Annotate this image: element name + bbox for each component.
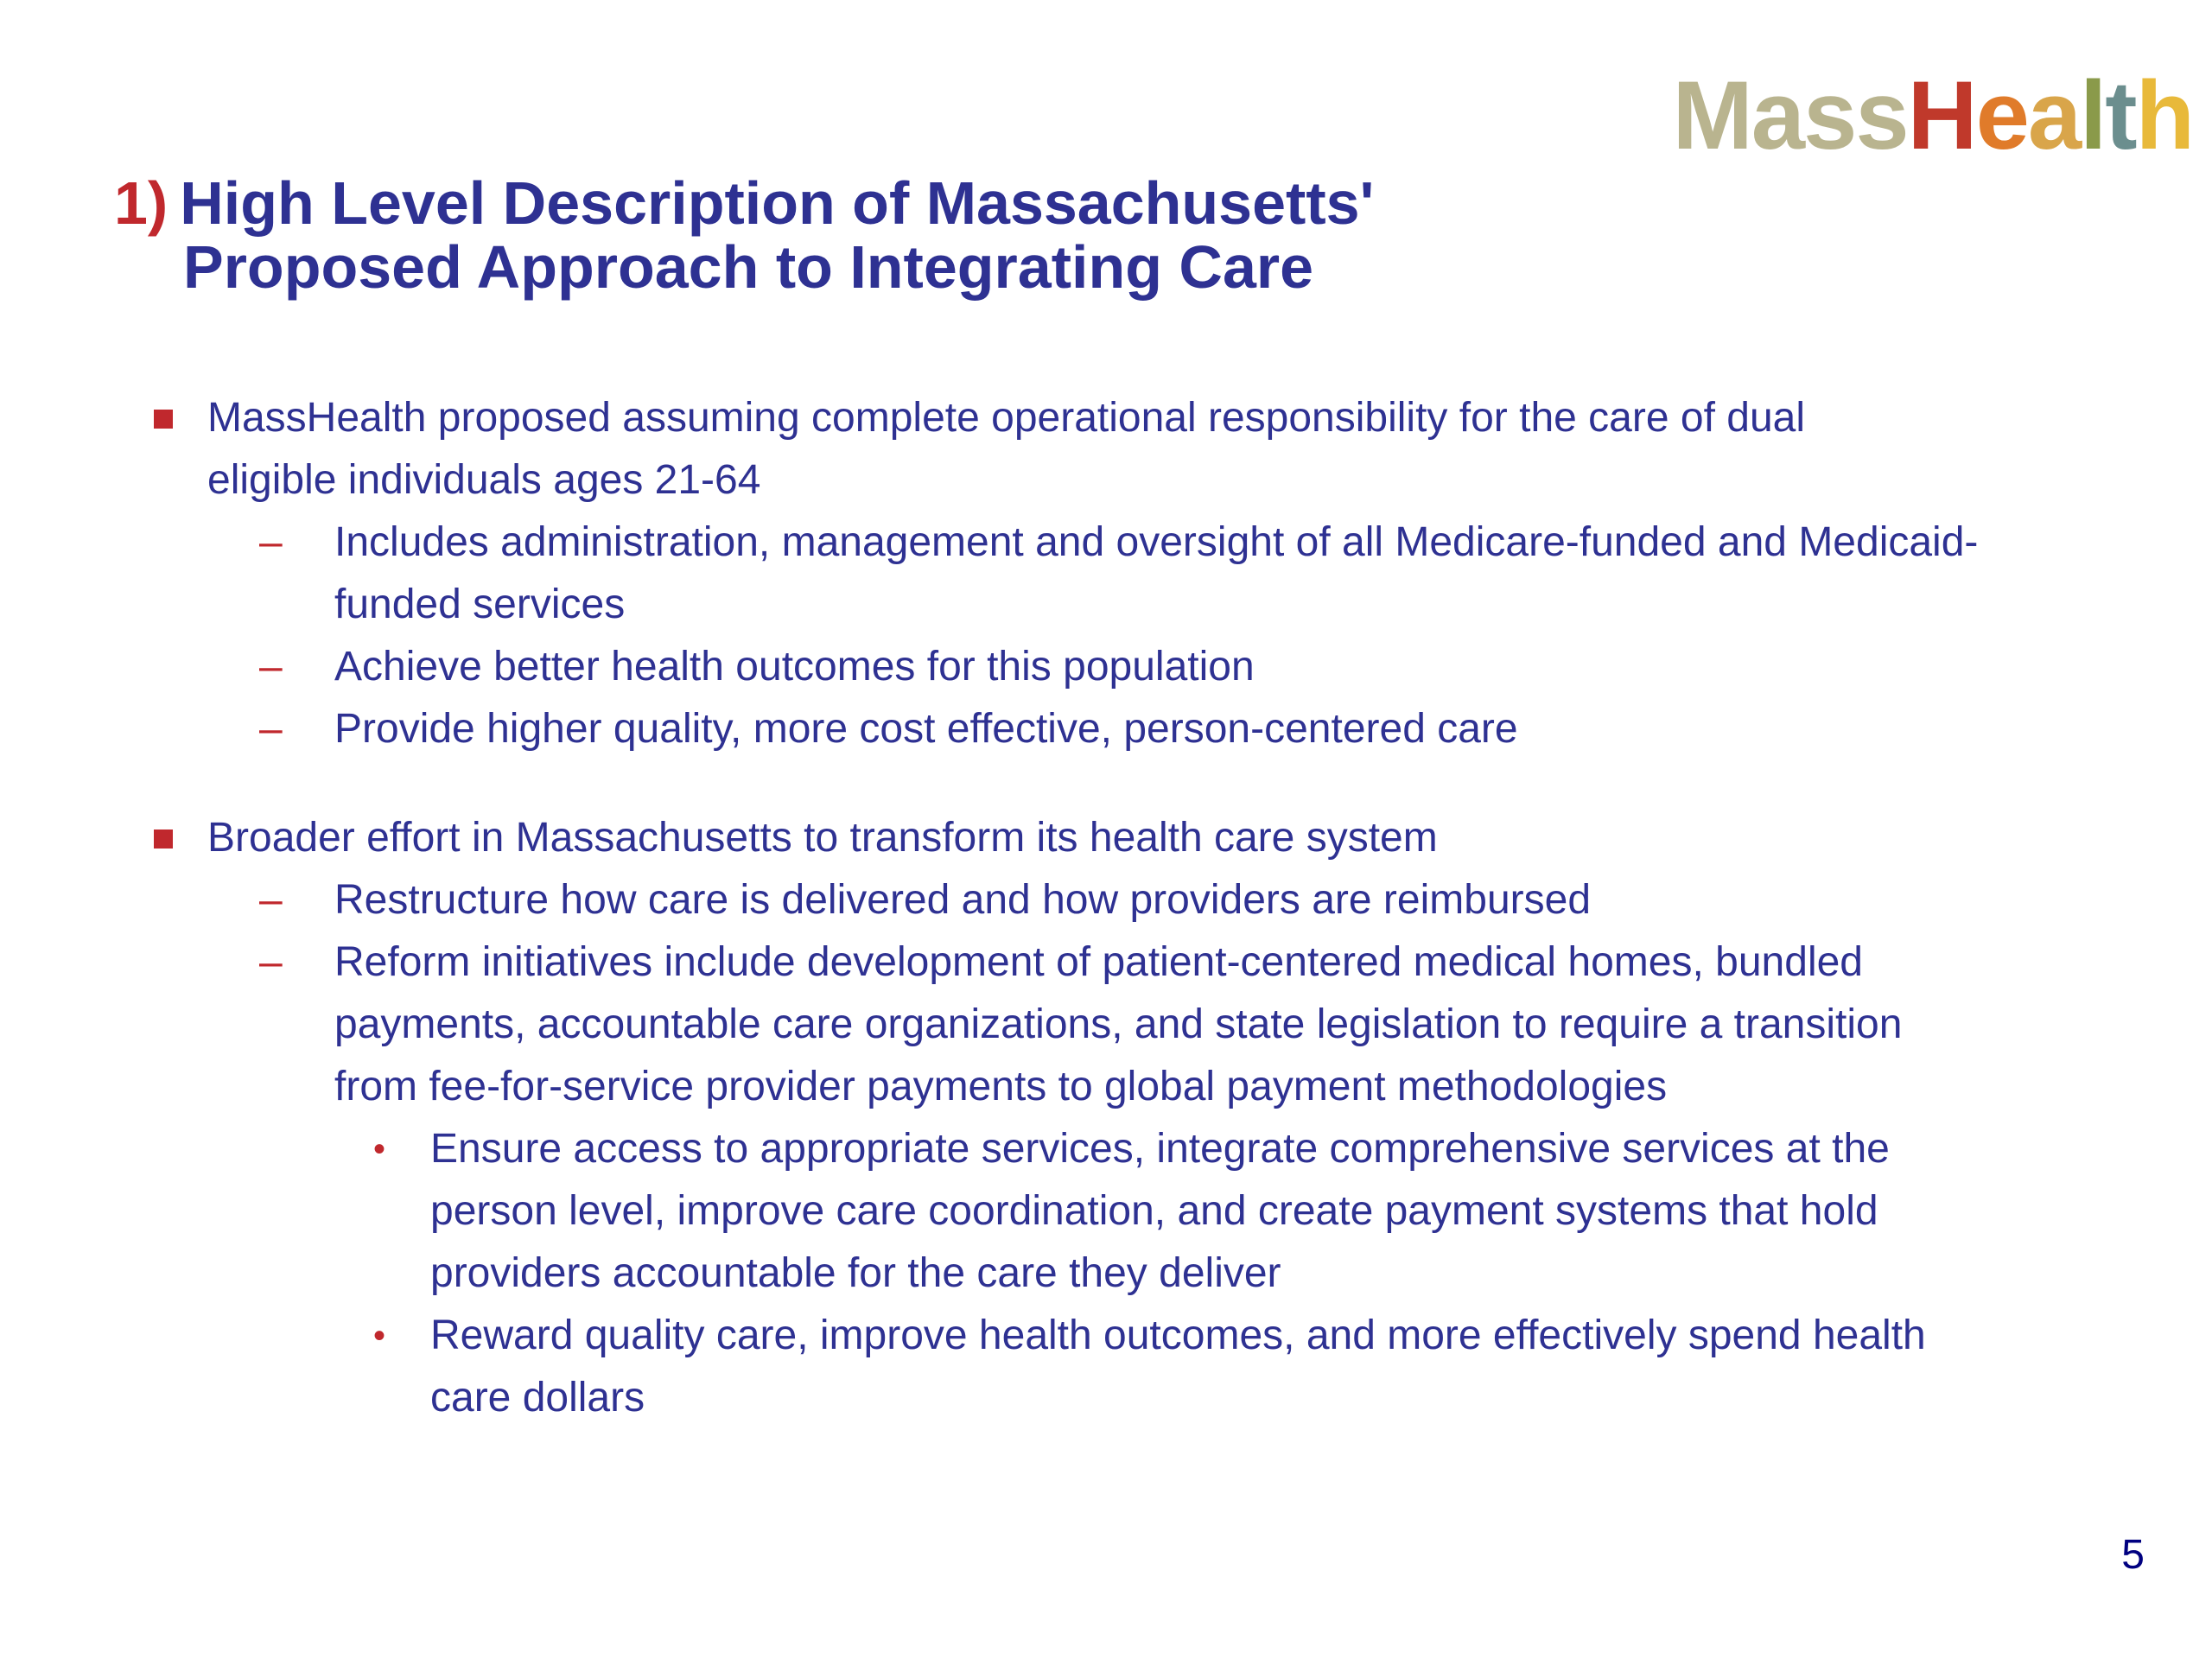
logo-letter: s [1803, 61, 1856, 169]
bullet-text: MassHealth proposed assuming complete operational responsibility for the care of dual eligible individuals ages 21-64 [207, 395, 1806, 503]
logo-letter: a [2027, 61, 2081, 169]
logo-letter: e [1975, 61, 2028, 169]
title-line-1: High Level Description of Massachusetts' [180, 169, 1375, 237]
dash-bullet-icon: – [259, 644, 283, 690]
square-bullet-icon [154, 830, 173, 849]
sub-bullet-text: Reform initiatives include development of patient-centered medical homes, bundled payments, accountable care organizations, and state legislation to require a transition from fee-for-service provider payments to global payment methodologies [334, 939, 1903, 1109]
title-number: 1) [114, 169, 168, 237]
spacer [0, 760, 2212, 807]
sub-bullet-1-1 [0, 512, 1993, 636]
dot-bullet-icon: • [373, 1130, 386, 1168]
logo-letter: a [1751, 61, 1804, 169]
bullet-2 [0, 807, 1849, 869]
logo-letter: h [2135, 61, 2193, 169]
sub-sub-bullet-text: Ensure access to appropriate services, integrate comprehensive services at the person level, improve care coordination, and create payment systems that hold providers accountable for the care they deliver [430, 1126, 1890, 1296]
square-bullet-icon [154, 410, 173, 429]
sub-bullet-text: Includes administration, management and oversight of all Medicare-funded and Medicaid-funded services [334, 519, 1979, 627]
logo-letter: s [1855, 61, 1908, 169]
bullet-1 [0, 387, 1849, 512]
logo-letter: l [2080, 61, 2106, 169]
dash-bullet-icon: – [259, 519, 283, 565]
dash-bullet-icon: – [259, 706, 283, 752]
sub-sub-bullet-text: Reward quality care, improve health outcomes, and more effectively spend health care dollars [430, 1313, 1926, 1421]
title-line-2: Proposed Approach to Integrating Care [183, 233, 1314, 301]
sub-bullet-1-2 [0, 636, 1993, 698]
sub-bullet-text: Provide higher quality, more cost effective, person-centered care [334, 706, 1518, 752]
sub-sub-bullet-2-2-1 [0, 1118, 2003, 1305]
sub-bullet-text: Achieve better health outcomes for this population [334, 644, 1255, 690]
sub-bullet-2-1 [0, 869, 1993, 931]
slide-title [114, 171, 1756, 299]
logo-letter: H [1907, 61, 1976, 169]
masshealth-logo [1672, 61, 2193, 169]
bullet-text: Broader effort in Massachusetts to transform its health care system [207, 815, 1438, 861]
sub-bullet-text: Restructure how care is delivered and how providers are reimbursed [334, 877, 1592, 923]
logo-letter: M [1672, 61, 1751, 169]
dash-bullet-icon: – [259, 939, 283, 985]
page-number: 5 [2121, 1532, 2145, 1578]
slide-body [0, 387, 2212, 1429]
dot-bullet-icon: • [373, 1317, 386, 1355]
dash-bullet-icon: – [259, 877, 283, 923]
sub-bullet-2-2 [0, 931, 1993, 1118]
logo-letter: t [2105, 61, 2136, 169]
sub-sub-bullet-2-2-2 [0, 1305, 2003, 1429]
sub-bullet-1-3 [0, 698, 1993, 760]
